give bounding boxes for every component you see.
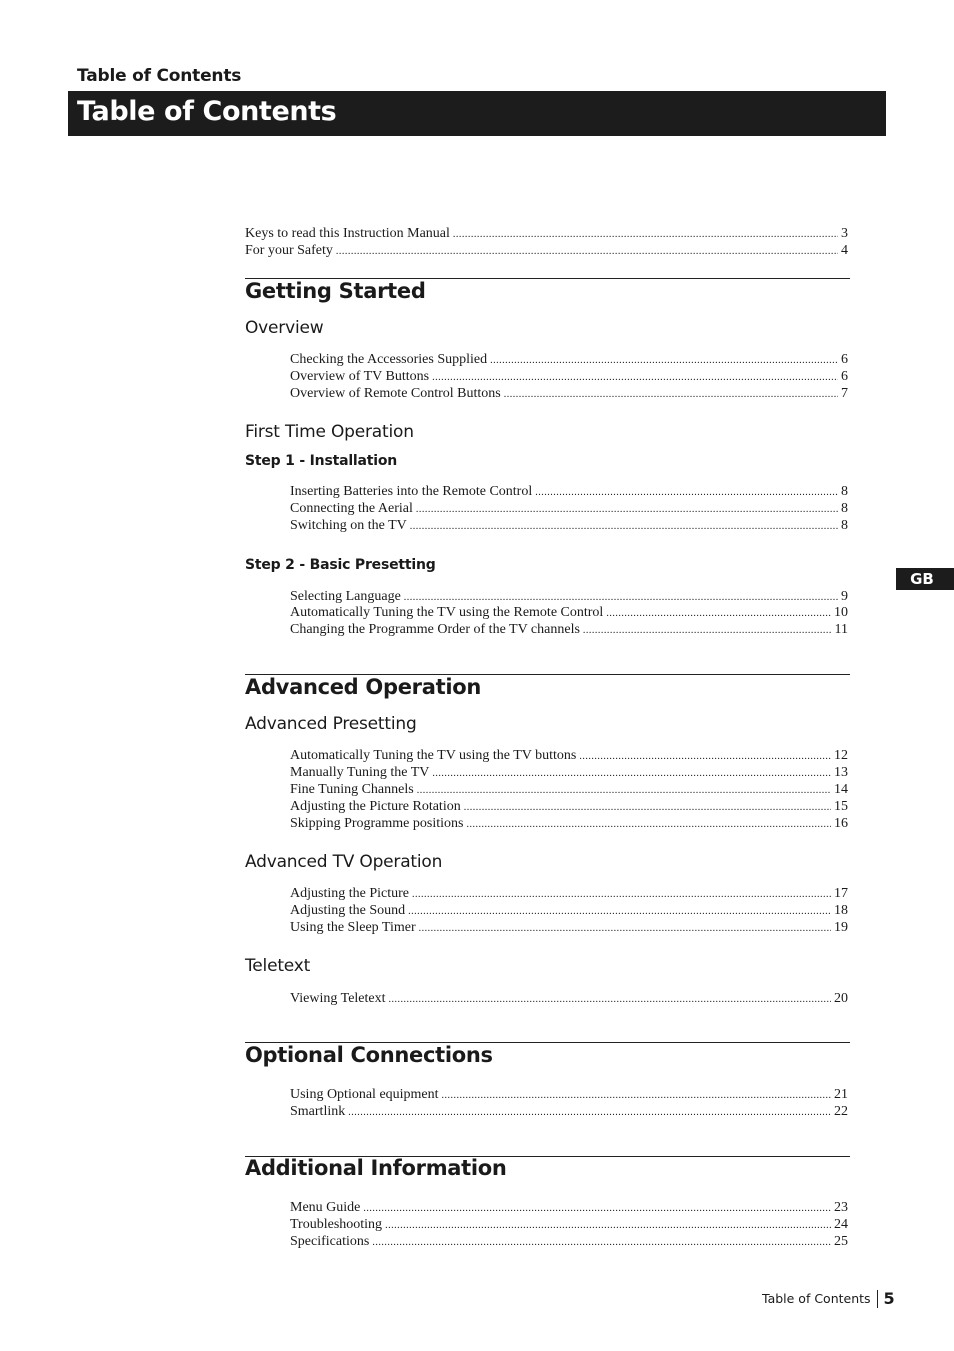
toc-entry-page: 4	[841, 243, 848, 258]
leader-dots	[419, 919, 831, 937]
toc-entry[interactable]	[245, 242, 848, 259]
leader-dots	[417, 781, 831, 799]
leader-dots	[442, 1086, 831, 1104]
leader-dots	[363, 1199, 831, 1217]
subsection-heading: Teletext	[245, 956, 311, 976]
toc-entry-page: 17	[834, 886, 848, 901]
toc-entry[interactable]	[290, 1216, 848, 1233]
toc-entry-label: Skipping Programme positions	[290, 816, 464, 831]
toc-entry-page: 10	[834, 605, 848, 620]
toc-entry[interactable]	[290, 1086, 848, 1103]
page-title: Table of Contents	[77, 96, 337, 127]
language-tab	[896, 568, 954, 590]
leader-dots	[490, 351, 838, 369]
toc-entry-label: Viewing Teletext	[290, 991, 386, 1006]
toc-entry[interactable]	[290, 351, 848, 368]
leader-dots	[432, 368, 838, 386]
toc-entry-page: 11	[834, 622, 848, 637]
toc-entry[interactable]	[290, 621, 848, 638]
toc-entry-label: Using Optional equipment	[290, 1087, 439, 1102]
toc-entry[interactable]	[290, 990, 848, 1007]
toc-entry-label: Menu Guide	[290, 1200, 361, 1215]
step-heading: Step 1 - Installation	[245, 453, 398, 469]
toc-entry-label: Smartlink	[290, 1104, 346, 1119]
toc-entry-label: Inserting Batteries into the Remote Control	[290, 484, 533, 499]
toc-entry-label: Automatically Tuning the TV using the TV buttons	[290, 748, 577, 763]
toc-entry-label: Connecting the Aerial	[290, 501, 413, 516]
toc-entry-label: Manually Tuning the TV	[290, 765, 430, 780]
toc-entry-label: Adjusting the Sound	[290, 903, 406, 918]
language-tab-label: GB	[910, 570, 934, 588]
subsection-heading: Advanced Presetting	[245, 714, 417, 734]
toc-entry-page: 6	[841, 369, 848, 384]
toc-entry[interactable]	[290, 483, 848, 500]
leader-dots	[504, 385, 838, 403]
leader-dots	[410, 517, 838, 535]
leader-dots	[372, 1233, 831, 1251]
toc-entry-label: Adjusting the Picture	[290, 886, 409, 901]
toc-entry[interactable]	[290, 588, 848, 605]
toc-entry[interactable]	[290, 1233, 848, 1250]
toc-entry-page: 6	[841, 352, 848, 367]
subsection-heading: First Time Operation	[245, 422, 414, 442]
toc-entry-label: For your Safety	[245, 243, 333, 258]
leader-dots	[464, 798, 831, 816]
footer-divider	[877, 1290, 878, 1308]
section-heading: Advanced Operation	[245, 675, 481, 699]
toc-entry-label: Selecting Language	[290, 589, 401, 604]
leader-dots	[416, 500, 838, 518]
toc-entry[interactable]	[290, 815, 848, 832]
leader-dots	[389, 990, 831, 1008]
toc-entry-page: 22	[834, 1104, 848, 1119]
toc-entry-label: Overview of Remote Control Buttons	[290, 386, 501, 401]
toc-entry-label: Adjusting the Picture Rotation	[290, 799, 461, 814]
toc-entry-page: 13	[834, 765, 848, 780]
toc-entry-page: 15	[834, 799, 848, 814]
toc-entry-page: 8	[841, 501, 848, 516]
toc-entry-label: Automatically Tuning the TV using the Remote Control	[290, 605, 604, 620]
page-footer	[762, 1289, 895, 1308]
leader-dots	[583, 621, 832, 639]
page-number: 5	[883, 1289, 895, 1308]
toc-entry-page: 3	[841, 226, 848, 241]
toc-entry-page: 7	[841, 386, 848, 401]
leader-dots	[579, 747, 831, 765]
toc-entry[interactable]	[290, 385, 848, 402]
leader-dots	[385, 1216, 831, 1234]
toc-entry-page: 21	[834, 1087, 848, 1102]
toc-entry[interactable]	[290, 517, 848, 534]
section-heading: Getting Started	[245, 279, 426, 303]
toc-entry[interactable]	[290, 604, 848, 621]
toc-entry[interactable]	[290, 1199, 848, 1216]
toc-entry-page: 14	[834, 782, 848, 797]
toc-entry-page: 16	[834, 816, 848, 831]
toc-entry-page: 19	[834, 920, 848, 935]
toc-entry-label: Switching on the TV	[290, 518, 407, 533]
toc-entry-label: Keys to read this Instruction Manual	[245, 226, 450, 241]
toc-entry[interactable]	[290, 798, 848, 815]
running-head: Table of Contents	[77, 66, 242, 86]
leader-dots	[336, 242, 838, 260]
toc-entry[interactable]	[290, 500, 848, 517]
toc-entry-page: 12	[834, 748, 848, 763]
toc-entry[interactable]	[290, 902, 848, 919]
toc-entry[interactable]	[245, 225, 848, 242]
toc-entry[interactable]	[290, 368, 848, 385]
leader-dots	[348, 1103, 831, 1121]
toc-entry[interactable]	[290, 747, 848, 764]
toc-entry-page: 8	[841, 484, 848, 499]
toc-entry-page: 25	[834, 1234, 848, 1249]
toc-entry-label: Using the Sleep Timer	[290, 920, 416, 935]
toc-entry-page: 9	[841, 589, 848, 604]
title-bar	[68, 91, 886, 136]
section-heading: Optional Connections	[245, 1043, 493, 1067]
toc-entry-page: 20	[834, 991, 848, 1006]
toc-entry[interactable]	[290, 919, 848, 936]
leader-dots	[408, 902, 831, 920]
toc-entry[interactable]	[290, 764, 848, 781]
toc-entry-page: 23	[834, 1200, 848, 1215]
leader-dots	[432, 764, 831, 782]
leader-dots	[535, 483, 838, 501]
toc-entry-page: 8	[841, 518, 848, 533]
toc-entry[interactable]	[290, 1103, 848, 1120]
leader-dots	[466, 815, 831, 833]
toc-entry-label: Specifications	[290, 1234, 370, 1249]
toc-entry-page: 18	[834, 903, 848, 918]
step-heading: Step 2 - Basic Presetting	[245, 557, 436, 573]
toc-entry-label: Checking the Accessories Supplied	[290, 352, 488, 367]
leader-dots	[606, 604, 831, 622]
toc-entry-label: Changing the Programme Order of the TV channels	[290, 622, 580, 637]
toc-entry-page: 24	[834, 1217, 848, 1232]
toc-entry[interactable]	[290, 781, 848, 798]
leader-dots	[453, 225, 838, 243]
section-heading: Additional Information	[245, 1156, 507, 1180]
subsection-heading: Overview	[245, 318, 324, 338]
toc-entry-label: Fine Tuning Channels	[290, 782, 414, 797]
toc-entry-label: Overview of TV Buttons	[290, 369, 430, 384]
toc-entry-label: Troubleshooting	[290, 1217, 383, 1232]
footer-label: Table of Contents	[762, 1291, 871, 1306]
leader-dots	[412, 885, 831, 903]
toc-entry[interactable]	[290, 885, 848, 902]
subsection-heading: Advanced TV Operation	[245, 852, 443, 872]
